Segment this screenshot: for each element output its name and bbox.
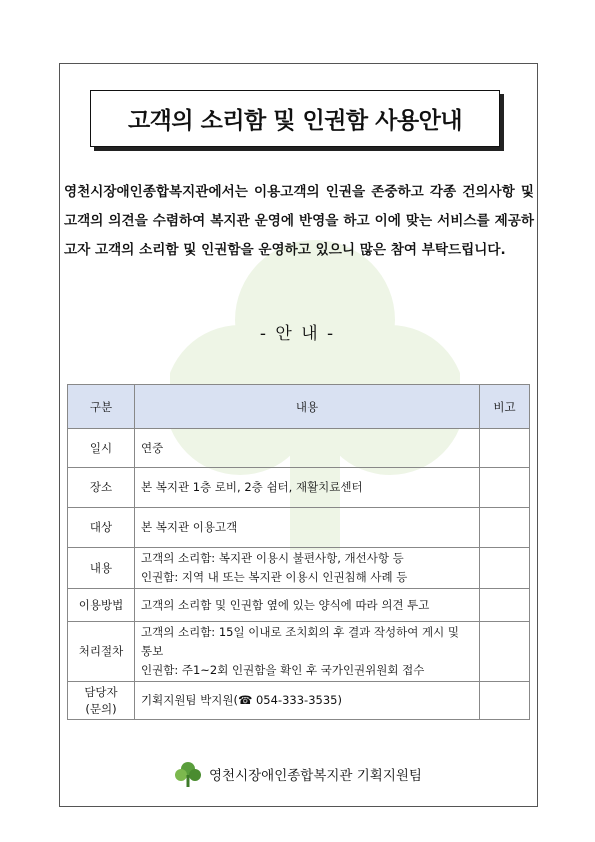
row-content-line: 인권함: 주1~2회 인권함을 확인 후 국가인권위원회 접수 (141, 663, 425, 677)
table-row (68, 468, 530, 508)
row-content (135, 589, 480, 622)
row-content-line: 고객의 소리함: 복지관 이용시 불편사항, 개선사항 등 (141, 551, 404, 565)
table-row (68, 589, 530, 622)
info-table (67, 384, 530, 720)
row-note (480, 468, 530, 508)
row-content-line: 고객의 소리함: 15일 이내로 조치회의 후 결과 작성하여 게시 및 통보 (141, 625, 460, 658)
row-content (135, 682, 480, 720)
row-note (480, 682, 530, 720)
row-content (135, 429, 480, 468)
row-category: 이용방법 (68, 589, 135, 622)
table-row (68, 508, 530, 548)
row-category: 일시 (68, 429, 135, 468)
clover-logo-icon (173, 760, 203, 788)
table-row (68, 548, 530, 589)
row-content (135, 622, 480, 682)
row-note (480, 548, 530, 589)
row-note (480, 589, 530, 622)
table-row (68, 429, 530, 468)
row-content-line: 본 복지관 1층 로비, 2층 쉼터, 재활치료센터 (141, 480, 363, 494)
row-content-line: 기획지원팀 박지원(☎ 054-333-3535) (141, 693, 342, 707)
table-header-row (68, 385, 530, 429)
row-category: 처리절차 (68, 622, 135, 682)
intro-paragraph: 영천시장애인종합복지관에서는 이용고객의 인권을 존중하고 각종 건의사항 및 고객의 의견을 수렴하여 복지관 운영에 반영을 하고 이에 맞는 서비스를 제공하고자 고객의 소리함 및 인권함을 운영하고 있으니 많은 참여 부탁드립니다. (64, 184, 534, 258)
footer-text: 영천시장애인종합복지관 기획지원팀 (209, 768, 422, 784)
row-note (480, 508, 530, 548)
row-content-line: 고객의 소리함 및 인권함 옆에 있는 양식에 따라 의견 투고 (141, 597, 430, 612)
header-content: 내용 (135, 385, 480, 429)
table-row (68, 682, 530, 720)
row-note (480, 622, 530, 682)
row-content (135, 548, 480, 589)
row-category: 담당자 (문의) (68, 682, 135, 720)
header-category: 구분 (68, 385, 135, 429)
row-category: 내용 (68, 548, 135, 589)
footer (0, 760, 595, 788)
guide-heading: - 안 내 - (259, 324, 336, 344)
row-content-line: 인권함: 지역 내 또는 복지관 이용시 인권침해 사례 등 (141, 570, 408, 584)
header-note: 비고 (480, 385, 530, 429)
row-category: 장소 (68, 468, 135, 508)
row-content-line: 연중 (141, 440, 164, 455)
title-box (90, 90, 500, 147)
row-category: 대상 (68, 508, 135, 548)
row-content-line: 본 복지관 이용고객 (141, 520, 238, 534)
table-row (68, 622, 530, 682)
row-content (135, 508, 480, 548)
page-title: 고객의 소리함 및 인권함 사용안내 (127, 108, 463, 134)
row-note (480, 429, 530, 468)
row-content (135, 468, 480, 508)
